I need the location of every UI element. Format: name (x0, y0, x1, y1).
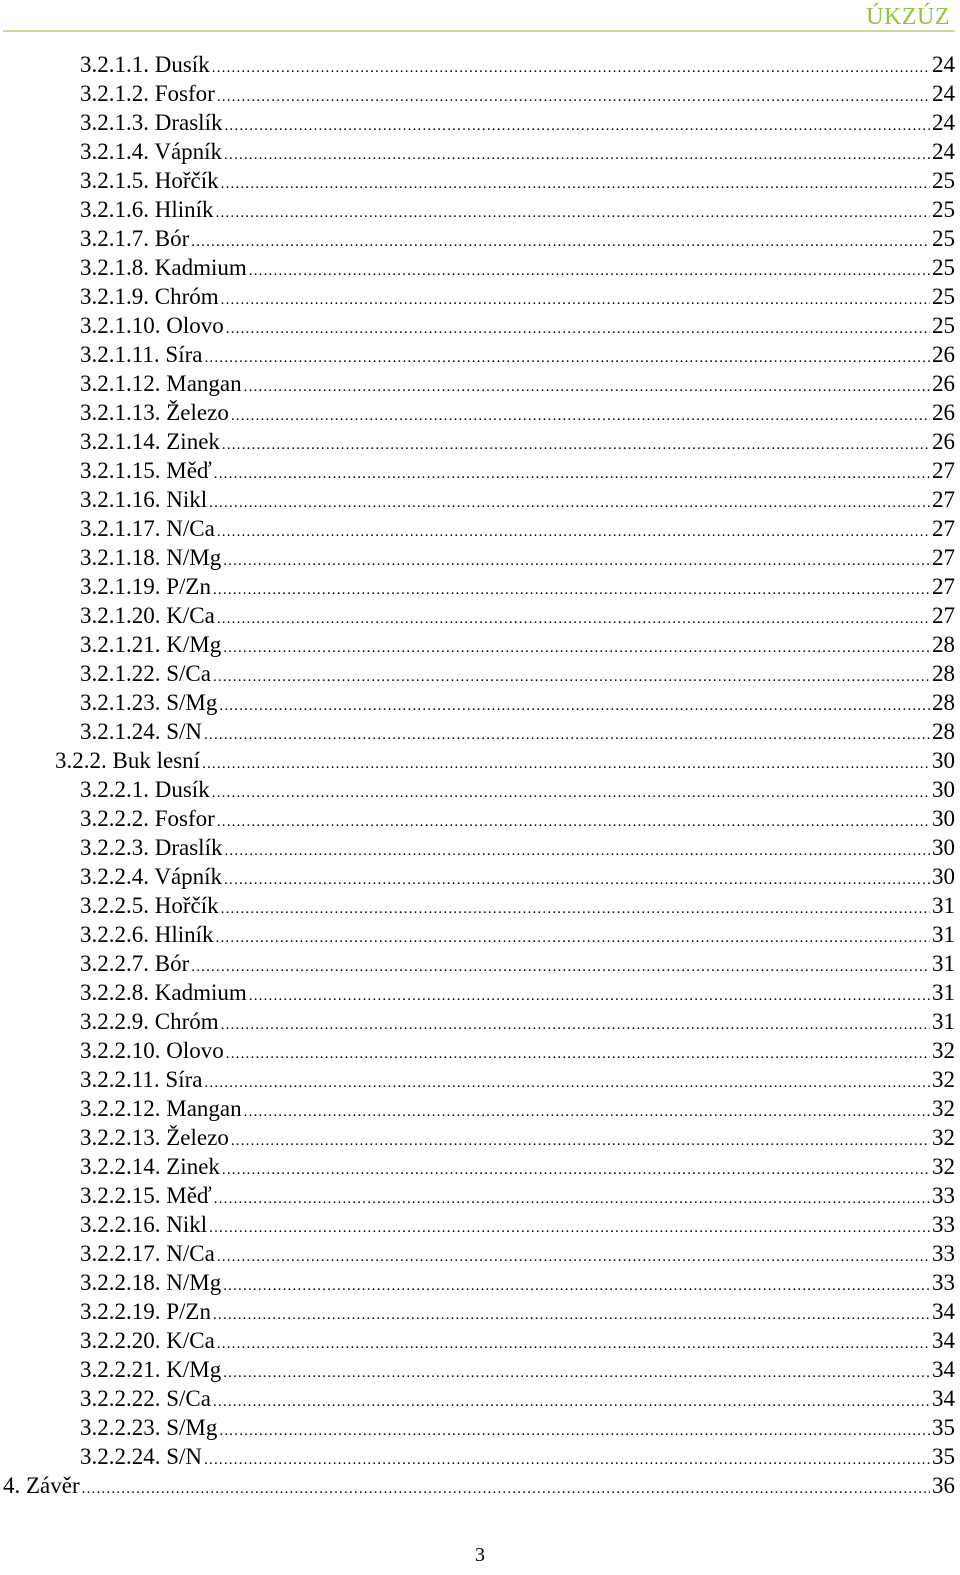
toc-entry[interactable] (80, 340, 955, 369)
toc-entry-title: 3.2.1.17. N/Ca (80, 516, 215, 541)
toc-page-number: 32 (932, 1038, 955, 1063)
toc-entry[interactable] (80, 1239, 955, 1268)
toc-entry[interactable] (80, 775, 955, 804)
toc-page-number: 32 (932, 1154, 955, 1179)
toc-dot-leader (82, 1475, 930, 1504)
toc-page-number: 34 (932, 1357, 955, 1382)
toc-page-number: 25 (932, 197, 955, 222)
toc-entry-title: 3.2.1.2. Fosfor (80, 81, 215, 106)
toc-entry-title: 3.2.2.18. N/Mg (80, 1270, 222, 1295)
toc-entry-title: 3.2.2.22. S/Ca (80, 1386, 211, 1411)
toc-entry-title: 3.2.1.13. Železo (80, 400, 229, 425)
toc-entry-title: 3.2.2.3. Draslík (80, 835, 223, 860)
toc-entry-title: 3.2.2.5. Hořčík (80, 893, 219, 918)
toc-page-number: 25 (932, 255, 955, 280)
toc-page-number: 26 (932, 429, 955, 454)
toc-entry[interactable] (80, 920, 955, 949)
toc-entry-title: 3.2.2.4. Vápník (80, 864, 223, 889)
toc-page-number: 32 (932, 1067, 955, 1092)
toc-page-number: 31 (932, 922, 955, 947)
toc-entry[interactable] (80, 891, 955, 920)
toc-page-number: 24 (932, 52, 955, 77)
toc-entry-title: 3.2.1.20. K/Ca (80, 603, 215, 628)
toc-entry-title: 3.2.1.6. Hliník (80, 197, 214, 222)
toc-entry-title: 3.2.1.24. S/N (80, 719, 203, 744)
toc-entry-title: 3.2.1.16. Nikl (80, 487, 208, 512)
toc-page-number: 25 (932, 168, 955, 193)
toc-entry-title: 3.2.1.1. Dusík (80, 52, 210, 77)
toc-entry[interactable] (80, 137, 955, 166)
toc-entry[interactable] (80, 398, 955, 427)
toc-page-number: 27 (932, 545, 955, 570)
toc-page-number: 27 (932, 487, 955, 512)
toc-entry-title: 3.2.2.13. Železo (80, 1125, 229, 1150)
toc-entry[interactable] (80, 1326, 955, 1355)
toc-page-number: 28 (932, 719, 955, 744)
toc-page-number: 36 (932, 1473, 955, 1498)
toc-entry[interactable] (80, 311, 955, 340)
toc-entry-title: 3.2.1.18. N/Mg (80, 545, 222, 570)
toc-entry[interactable] (80, 79, 955, 108)
toc-entry[interactable] (3, 1471, 955, 1500)
toc-entry[interactable] (80, 1007, 955, 1036)
toc-entry[interactable] (80, 1384, 955, 1413)
toc-page-number: 35 (932, 1415, 955, 1440)
toc-entry[interactable] (80, 427, 955, 456)
toc-page-number: 30 (932, 748, 955, 773)
toc-entry[interactable] (80, 1297, 955, 1326)
toc-entry-title: 3.2.1.19. P/Zn (80, 574, 211, 599)
toc-entry-title: 3.2.1.4. Vápník (80, 139, 223, 164)
toc-page-number: 34 (932, 1299, 955, 1324)
toc-page-number: 27 (932, 516, 955, 541)
toc-page-number: 26 (932, 342, 955, 367)
toc-entry[interactable] (80, 1413, 955, 1442)
toc-page-number: 24 (932, 139, 955, 164)
toc-entry[interactable] (80, 572, 955, 601)
toc-entry-title: 3.2.2.20. K/Ca (80, 1328, 215, 1353)
toc-entry[interactable] (80, 1094, 955, 1123)
toc-page-number: 34 (932, 1328, 955, 1353)
toc-entry-title: 3.2.2.16. Nikl (80, 1212, 208, 1237)
toc-entry-title: 3.2.2.12. Mangan (80, 1096, 242, 1121)
toc-entry-title: 3.2.1.12. Mangan (80, 371, 242, 396)
toc-entry[interactable] (80, 514, 955, 543)
toc-page-number: 24 (932, 81, 955, 106)
toc-entry[interactable] (80, 601, 955, 630)
toc-entry-title: 3.2.2.7. Bór (80, 951, 190, 976)
toc-entry[interactable] (80, 282, 955, 311)
toc-page-number: 31 (932, 980, 955, 1005)
toc-page-number: 30 (932, 864, 955, 889)
toc-entry[interactable] (55, 746, 955, 775)
page-number: 3 (475, 1544, 485, 1566)
toc-entry[interactable] (80, 543, 955, 572)
toc-entry[interactable] (80, 833, 955, 862)
toc-entry[interactable] (80, 688, 955, 717)
toc-entry-title: 3.2.2.24. S/N (80, 1444, 203, 1469)
toc-entry-title: 3.2.1.15. Měď (80, 458, 212, 483)
toc-page-number: 26 (932, 400, 955, 425)
toc-entry-title: 3.2.1.9. Chróm (80, 284, 219, 309)
toc-page-number: 25 (932, 226, 955, 251)
toc-page-number: 33 (932, 1212, 955, 1237)
toc-entry-title: 3.2.2.2. Fosfor (80, 806, 215, 831)
toc-entry-title: 3.2.2.6. Hliník (80, 922, 214, 947)
toc-entry-title: 3.2.2.14. Zinek (80, 1154, 220, 1179)
toc-page-number: 33 (932, 1270, 955, 1295)
toc-page-number: 30 (932, 806, 955, 831)
toc-page-number: 24 (932, 110, 955, 135)
toc-entry[interactable] (80, 862, 955, 891)
toc-page-number: 31 (932, 951, 955, 976)
toc-entry-title: 3.2.2.10. Olovo (80, 1038, 224, 1063)
toc-page-number: 30 (932, 835, 955, 860)
toc-entry-title: 3.2.2.17. N/Ca (80, 1241, 215, 1266)
toc-page-number: 30 (932, 777, 955, 802)
toc-entry[interactable] (80, 1152, 955, 1181)
toc-entry[interactable] (80, 717, 955, 746)
toc-entry[interactable] (80, 253, 955, 282)
toc-page-number: 32 (932, 1096, 955, 1121)
toc-page-number: 26 (932, 371, 955, 396)
toc-entry-title: 3.2.2.1. Dusík (80, 777, 210, 802)
toc-page-number: 25 (932, 284, 955, 309)
header-rule (3, 30, 955, 32)
toc-entry[interactable] (80, 50, 955, 79)
toc-page-number: 28 (932, 632, 955, 657)
toc-entry-title: 3.2.1.7. Bór (80, 226, 190, 251)
toc-entry[interactable] (80, 659, 955, 688)
toc-entry-title: 3.2.1.14. Zinek (80, 429, 220, 454)
toc-entry[interactable] (80, 195, 955, 224)
toc-entry-title: 3.2.2. Buk lesní (55, 748, 201, 773)
header-label: ÚKZÚZ (866, 4, 950, 30)
toc-page-number: 28 (932, 690, 955, 715)
toc-entry-title: 3.2.2.15. Měď (80, 1183, 212, 1208)
toc-entry[interactable] (80, 369, 955, 398)
toc-page-number: 27 (932, 458, 955, 483)
toc-entry-title: 4. Závěr (3, 1473, 80, 1498)
toc-entry-title: 3.2.2.19. P/Zn (80, 1299, 211, 1324)
toc-entry[interactable] (80, 1181, 955, 1210)
toc-entry[interactable] (80, 978, 955, 1007)
toc-page-number: 32 (932, 1125, 955, 1150)
toc-entry-title: 3.2.1.21. K/Mg (80, 632, 222, 657)
toc-page-number: 34 (932, 1386, 955, 1411)
toc-entry[interactable] (80, 630, 955, 659)
toc-entry[interactable] (80, 1355, 955, 1384)
toc-entry-title: 3.2.1.10. Olovo (80, 313, 224, 338)
toc-entry-title: 3.2.2.8. Kadmium (80, 980, 247, 1005)
toc-entry-title: 3.2.2.11. Síra (80, 1067, 203, 1092)
toc-entry-title: 3.2.1.8. Kadmium (80, 255, 247, 280)
toc-page-number: 28 (932, 661, 955, 686)
toc-entry[interactable] (80, 108, 955, 137)
toc-entry[interactable] (80, 166, 955, 195)
toc-entry[interactable] (80, 949, 955, 978)
toc-page-number: 31 (932, 893, 955, 918)
toc-entry[interactable] (80, 485, 955, 514)
toc-page-number: 27 (932, 603, 955, 628)
toc-entry[interactable] (80, 224, 955, 253)
toc-entry-title: 3.2.1.22. S/Ca (80, 661, 211, 686)
toc-page-number: 27 (932, 574, 955, 599)
toc-page-number: 33 (932, 1183, 955, 1208)
toc-page-number: 35 (932, 1444, 955, 1469)
toc-entry[interactable] (80, 1123, 955, 1152)
toc-page-number: 31 (932, 1009, 955, 1034)
toc-entry-title: 3.2.1.23. S/Mg (80, 690, 218, 715)
toc-entry-title: 3.2.1.3. Draslík (80, 110, 223, 135)
toc-entry-title: 3.2.2.9. Chróm (80, 1009, 219, 1034)
toc-entry-title: 3.2.1.11. Síra (80, 342, 203, 367)
toc-entry[interactable] (80, 1065, 955, 1094)
toc-page-number: 33 (932, 1241, 955, 1266)
toc-entry[interactable] (80, 1268, 955, 1297)
toc-entry[interactable] (80, 804, 955, 833)
toc-entry-title: 3.2.2.23. S/Mg (80, 1415, 218, 1440)
toc-entry[interactable] (80, 1210, 955, 1239)
toc-entry[interactable] (80, 1036, 955, 1065)
toc-entry-title: 3.2.2.21. K/Mg (80, 1357, 222, 1382)
toc-entry-title: 3.2.1.5. Hořčík (80, 168, 219, 193)
toc-entry[interactable] (80, 1442, 955, 1471)
toc-page-number: 25 (932, 313, 955, 338)
toc-entry[interactable] (80, 456, 955, 485)
